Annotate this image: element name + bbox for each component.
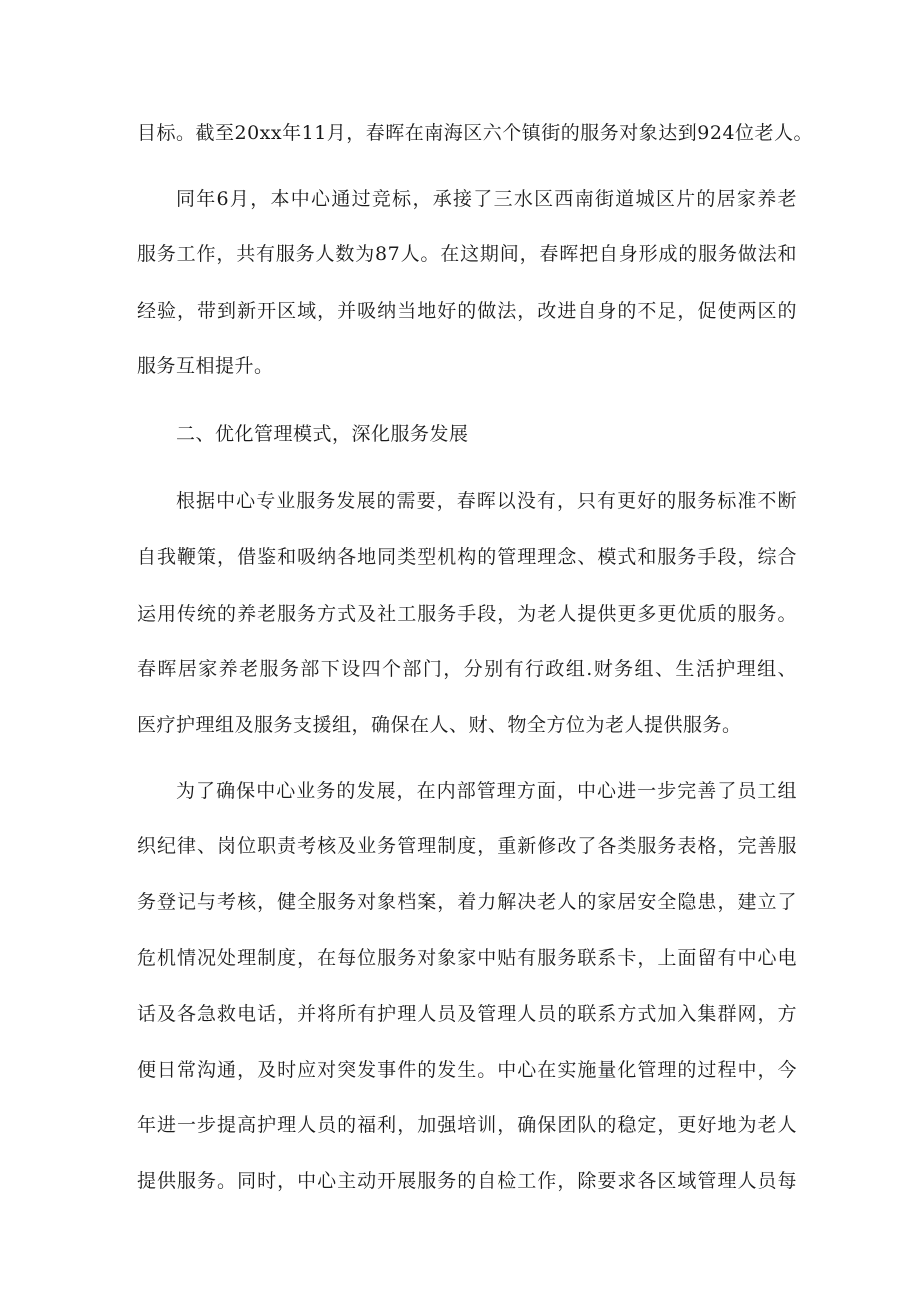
section-heading: 二、优化管理模式，深化服务发展 [176,423,469,445]
text-line: 经验，带到新开区域，并吸纳当地好的做法，改进自身的不足，促使两区的 [137,300,797,322]
text-line: 便日常沟通，及时应对突发事件的发生。中心在实施量化管理的过程中，今 [137,1059,797,1081]
text-line: 服务互相提升。 [137,355,274,377]
text-line: 危机情况处理制度，在每位服务对象家中贴有服务联系卡，上面留有中心电 [137,947,797,969]
text-line: 运用传统的养老服务方式及社工服务手段，为老人提供更多更优质的服务。 [137,603,797,625]
text-line: 话及各急救电话，并将所有护理人员及管理人员的联系方式加入集群网，方 [137,1003,797,1025]
text-line: 医疗护理组及服务支援组，确保在人、财、物全方位为老人提供服务。 [137,714,742,736]
text-line: 织纪律、岗位职责考核及业务管理制度，重新修改了各类服务表格，完善服 [137,835,797,857]
text-line: 务登记与考核，健全服务对象档案，着力解决老人的家居安全隐患，建立了 [137,891,797,913]
text-line: 自我鞭策，借鉴和吸纳各地同类型机构的管理理念、模式和服务手段，综合 [137,546,797,568]
text-line: 春晖居家养老服务部下设四个部门，分别有行政组.财务组、生活护理组、 [137,658,797,680]
text-line: 提供服务。同时，中心主动开展服务的自检工作，除要求各区域管理人员每 [137,1170,797,1192]
text-line: 目标。截至20xx年11月，春晖在南海区六个镇街的服务对象达到924位老人。 [137,122,814,144]
text-line: 年进一步提高护理人员的福利，加强培训，确保团队的稳定，更好地为老人 [137,1114,797,1136]
text-line: 服务工作，共有服务人数为87人。在这期间，春晖把自身形成的服务做法和 [137,243,797,265]
text-line: 为了确保中心业务的发展，在内部管理方面，中心进一步完善了员工组 [176,780,797,802]
text-line: 同年6月，本中心通过竞标，承接了三水区西南街道城区片的居家养老 [176,188,797,210]
text-line: 根据中心专业服务发展的需要，春晖以没有，只有更好的服务标准不断 [176,490,797,512]
